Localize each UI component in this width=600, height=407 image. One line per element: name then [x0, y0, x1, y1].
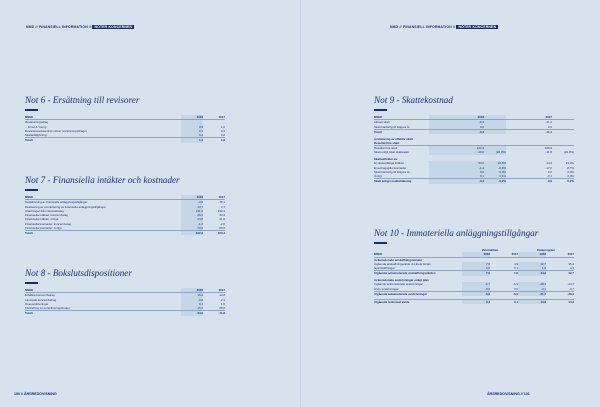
table-row: Finansiella intäkter, övriga 24,8 21,0	[25, 217, 225, 222]
note-9-section	[374, 95, 574, 184]
table-total-row: Totalt -0,4 -11,1	[374, 129, 574, 134]
table-row: Ernst & Young 0,9 1,0	[28, 124, 225, 129]
note-9-title: Not 9 - Skattekostnad	[374, 95, 453, 105]
section-heading: Ackumulerade avskrivningar enligt plan	[374, 278, 429, 282]
note-6-title: Not 6 - Ersättning till revisorer	[25, 95, 140, 105]
table-row: Finansiella kostnader, övriga -73,0 -69,0	[25, 225, 225, 230]
note-7-section	[25, 175, 225, 235]
header-separator: //	[399, 25, 402, 29]
table-row: Nedskrivning av finansiella anläggningstillgångar -4,6 -78,1	[25, 200, 225, 205]
page-footer	[487, 392, 530, 396]
table-row: Ingående ackumulerade avskrivningar -6,7 -6,9 -28,4 -24,7	[374, 282, 574, 287]
page-number: 101	[523, 392, 530, 396]
table-row: Nyanskaffningar 0,0 0,1 1,6 4,3	[374, 266, 574, 270]
header-separator: //	[89, 25, 92, 29]
note-10-title: Not 10 - Immateriella anläggningstillgångar	[374, 228, 539, 238]
footer-separator: //	[21, 392, 23, 396]
table-total-row: Utgående ackumulerade avskrivningar -6,9 -6,9 -31,7 -28,4	[374, 291, 574, 296]
table-row: Ej skattepliktiga intäkter 50,4 22,6% 44,4 23,4%	[374, 161, 574, 166]
title-underline	[25, 189, 38, 191]
table-row: Övrigt 0,1 0,1% -0,1 0,0%	[374, 174, 574, 178]
header-separator: //	[453, 25, 456, 29]
group-label: Varumärken	[481, 248, 499, 252]
section-heading: Resultat före skatt	[374, 140, 400, 145]
section-heading: Ackumulerade anskaffningsvärden	[374, 257, 574, 262]
table-header: MSEK 2018 2017 2018 2017	[374, 252, 574, 257]
table-row: Erhållna koncernbidrag 19,4 13,2	[25, 293, 225, 298]
table-total-row: Totalt 34,9 41,8	[25, 311, 225, 316]
table-row: Utdelningar från intressebolag 211,6 192,1	[25, 208, 225, 213]
table-header: MSEK 2018 2017	[374, 115, 552, 119]
table-header: MSEK 2018 2017	[25, 195, 225, 199]
header-tag: NOTER KONCERNEN	[94, 25, 133, 29]
note-7-title: Not 7 - Finansiella intäkter och kostnader	[25, 175, 180, 185]
title-underline	[374, 109, 387, 111]
table-total-row: Totalt 197,2 223,4	[25, 231, 225, 235]
table-row: Aktuell skatt -0,4 -11,1	[374, 119, 574, 124]
table-row: Revisionsverksamhet utöver revisionsuppdraget 0,1 0,3	[25, 128, 225, 133]
table-row: Finansiella kostnader, koncernbolag -1,2 -2,0	[25, 221, 225, 226]
header-company: NMD	[26, 25, 35, 29]
header-section: FINANSIELL INFORMATION	[38, 25, 88, 29]
group-label: Dataprogram	[537, 248, 555, 252]
table-row: Årets avskrivningar -0,0 0,0 -3,1 -3,7	[374, 286, 574, 291]
table-row: Skatterådgivning 0,4 0,8	[25, 133, 225, 137]
table-header: MSEK 2018 2017	[25, 115, 225, 119]
title-underline	[25, 282, 38, 284]
section-heading: Skatteeffekter av:	[374, 157, 399, 161]
header-tag: NOTER KONCERNEN	[458, 25, 497, 29]
footer-label: ÅRSREDOVISNING	[487, 392, 520, 396]
table-total-row: Utgående ackumulerade anskaffningsvärden 7,0 7,0 44,3 42,7	[374, 271, 574, 276]
note-8-title: Not 8 - Bokslutsdispositioner	[25, 268, 132, 278]
table-row: Realisering av omvärdering av finansiella anläggningstillgångar 13,7 2,7	[25, 204, 225, 209]
note-6-section	[25, 95, 225, 143]
footer-label: ÅRSREDOVISNING	[24, 392, 57, 396]
note-8-section	[25, 268, 225, 316]
page-number: 100	[14, 392, 20, 396]
header-section: FINANSIELL INFORMATION	[402, 25, 452, 29]
table-row: Förändring av periodiseringsfonder 15,2 28,6	[25, 306, 225, 310]
table-row: Lämnade koncernbidrag -0,6 -2,1	[25, 297, 225, 302]
table-row: Skatt hänförlig till tidigare år 0,0 0,0% 0,0 0,0%	[374, 169, 574, 174]
table-row: Ej avdragsgilla kostnader -1,4 -0,6% -17,0 -8,7%	[374, 165, 574, 170]
footer-separator: //	[520, 392, 523, 396]
table-header: MSEK 2018 2017	[25, 288, 225, 292]
page-footer	[14, 392, 57, 396]
table-row: Finansiella intäkter, koncernbolag 28,0 43,4	[25, 213, 225, 217]
table-row: Resultat före skatt 223,3 189,9	[374, 145, 574, 150]
note-10-section	[374, 228, 574, 304]
table-row: Revisionsuppdrag	[25, 119, 225, 124]
section-heading: Avstämning av effektiv skatt	[374, 136, 413, 141]
table-total-row: Totalt 1,4 1,8	[25, 138, 225, 143]
right-page	[300, 0, 600, 407]
header-separator: //	[35, 25, 38, 29]
title-underline	[374, 242, 387, 244]
table-total-row: Skatt enligt resultaträkning -0,4 -0,2% -9,9 -5,2%	[374, 179, 574, 184]
page-header	[26, 25, 134, 29]
header-company: NMD	[390, 25, 399, 29]
table-row: Överavskrivningar 0,1 1,6	[25, 301, 225, 306]
table-row: Skatt hänförlig till tidigare år 0,0 0,0	[374, 124, 552, 129]
table-row: Skatt enligt lokal skattesats -49,0 (22,0%) -41,8 (22,0%)	[374, 150, 574, 155]
table-row: Ingående anskaffningsvärde vid årets början 7,0 4,9 42,7 35,4	[374, 261, 574, 266]
page-header	[390, 25, 498, 29]
title-underline	[25, 109, 38, 111]
table-total-row: Utgående redovisat värde 0,1 0,1 14,9 14,3	[374, 299, 574, 304]
